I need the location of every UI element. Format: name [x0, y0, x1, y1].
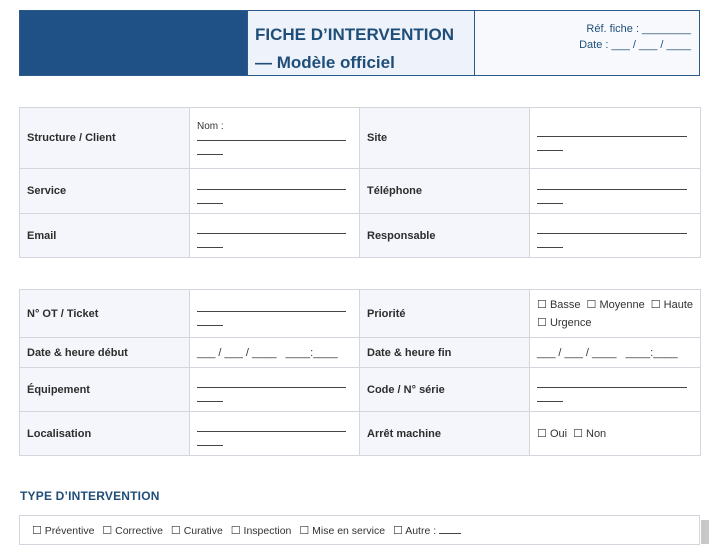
responsable-line: [537, 223, 687, 234]
checkbox-icon: ☐: [102, 525, 113, 537]
serie-line-short: [537, 391, 563, 402]
ticket-line-short: [197, 315, 223, 326]
responsable-label: Responsable: [360, 214, 530, 258]
equipement-field[interactable]: [190, 368, 360, 412]
telephone-line-short: [537, 193, 563, 204]
client-info-table: [19, 107, 701, 258]
structure-client-label: Structure / Client: [20, 108, 190, 169]
telephone-line: [537, 179, 687, 190]
priorite-option-haute[interactable]: ☐ Haute: [650, 298, 694, 311]
priorite-option-basse[interactable]: ☐ Basse: [537, 298, 581, 311]
table-row: [20, 214, 701, 258]
form-title: [247, 11, 474, 75]
site-line: [537, 126, 687, 137]
localisation-line: [197, 421, 346, 432]
table-row: [20, 338, 701, 368]
table-row: [20, 169, 701, 214]
equipement-label: Équipement: [20, 368, 190, 412]
serie-label: Code / N° série: [360, 368, 530, 412]
site-label: Site: [360, 108, 530, 169]
responsable-field[interactable]: [530, 214, 701, 258]
email-label: Email: [20, 214, 190, 258]
email-field[interactable]: [190, 214, 360, 258]
priorite-label: Priorité: [360, 290, 530, 338]
arret-option-non[interactable]: ☐ Non: [573, 427, 607, 440]
date-fin-label: Date & heure fin: [360, 338, 530, 368]
checkbox-icon: ☐: [230, 525, 241, 537]
checkbox-icon: ☐: [537, 298, 547, 311]
type-option-preventive[interactable]: ☐ Préventive: [32, 525, 95, 537]
table-row: [20, 290, 701, 338]
type-intervention-title: TYPE D’INTERVENTION: [20, 489, 160, 503]
equipement-line-short: [197, 391, 223, 402]
date-fin-field[interactable]: ___ / ___ / ____ ____:____: [530, 338, 701, 368]
service-field[interactable]: [190, 169, 360, 214]
date-field[interactable]: Date : ___ / ___ / ____: [579, 39, 691, 51]
type-intervention-options: [19, 515, 700, 545]
arret-machine-label: Arrêt machine: [360, 412, 530, 456]
type-option-curative[interactable]: ☐ Curative: [170, 525, 223, 537]
type-option-mise-en-service[interactable]: ☐ Mise en service: [299, 525, 386, 537]
ticket-line: [197, 301, 346, 312]
checkbox-icon: ☐: [393, 525, 403, 537]
checkbox-icon: ☐: [170, 525, 181, 537]
service-line: [197, 179, 346, 190]
equipement-line: [197, 377, 346, 388]
checkbox-icon: ☐: [32, 525, 42, 537]
telephone-field[interactable]: [530, 169, 701, 214]
nom-line-short: [197, 144, 223, 155]
nom-label: Nom :: [197, 121, 224, 132]
responsable-line-short: [537, 237, 563, 248]
site-field[interactable]: [530, 108, 701, 169]
table-row: [20, 108, 701, 169]
intervention-details-table: [19, 289, 701, 456]
telephone-label: Téléphone: [360, 169, 530, 214]
form-title-line2: — Modèle officiel: [255, 53, 395, 72]
scrollbar-thumb[interactable]: [701, 520, 709, 544]
table-row: [20, 368, 701, 412]
service-label: Service: [20, 169, 190, 214]
logo-area: [20, 11, 247, 75]
form-header: [19, 10, 700, 76]
type-option-corrective[interactable]: ☐ Corrective: [102, 525, 163, 537]
site-line-short: [537, 140, 563, 151]
email-line-short: [197, 237, 223, 248]
type-option-autre[interactable]: ☐ Autre :: [393, 524, 461, 537]
arret-machine-options: [530, 412, 701, 456]
localisation-field[interactable]: [190, 412, 360, 456]
ref-fiche-field[interactable]: Réf. fiche : ________: [586, 23, 691, 35]
email-line: [197, 223, 346, 234]
date-debut-label: Date & heure début: [20, 338, 190, 368]
table-row: [20, 412, 701, 456]
ticket-field[interactable]: [190, 290, 360, 338]
structure-client-field[interactable]: [190, 108, 360, 169]
type-option-inspection[interactable]: ☐ Inspection: [230, 525, 292, 537]
serie-line: [537, 377, 687, 388]
priorite-option-moyenne[interactable]: ☐ Moyenne: [586, 298, 645, 311]
priorite-options: [530, 290, 701, 338]
reference-block: [474, 11, 699, 75]
serie-field[interactable]: [530, 368, 701, 412]
localisation-label: Localisation: [20, 412, 190, 456]
priorite-option-urgence[interactable]: ☐ Urgence: [537, 316, 592, 329]
localisation-line-short: [197, 435, 223, 446]
checkbox-icon: ☐: [537, 316, 547, 329]
ticket-label: N° OT / Ticket: [20, 290, 190, 338]
checkbox-icon: ☐: [650, 298, 661, 311]
form-title-line1: FICHE D’INTERVENTION: [255, 25, 454, 44]
checkbox-icon: ☐: [299, 525, 310, 537]
service-line-short: [197, 193, 223, 204]
autre-blank: [439, 524, 461, 534]
arret-option-oui[interactable]: ☐ Oui: [537, 427, 568, 440]
date-debut-field[interactable]: ___ / ___ / ____ ____:____: [190, 338, 360, 368]
checkbox-icon: ☐: [537, 427, 547, 440]
checkbox-icon: ☐: [586, 298, 597, 311]
checkbox-icon: ☐: [573, 427, 583, 440]
